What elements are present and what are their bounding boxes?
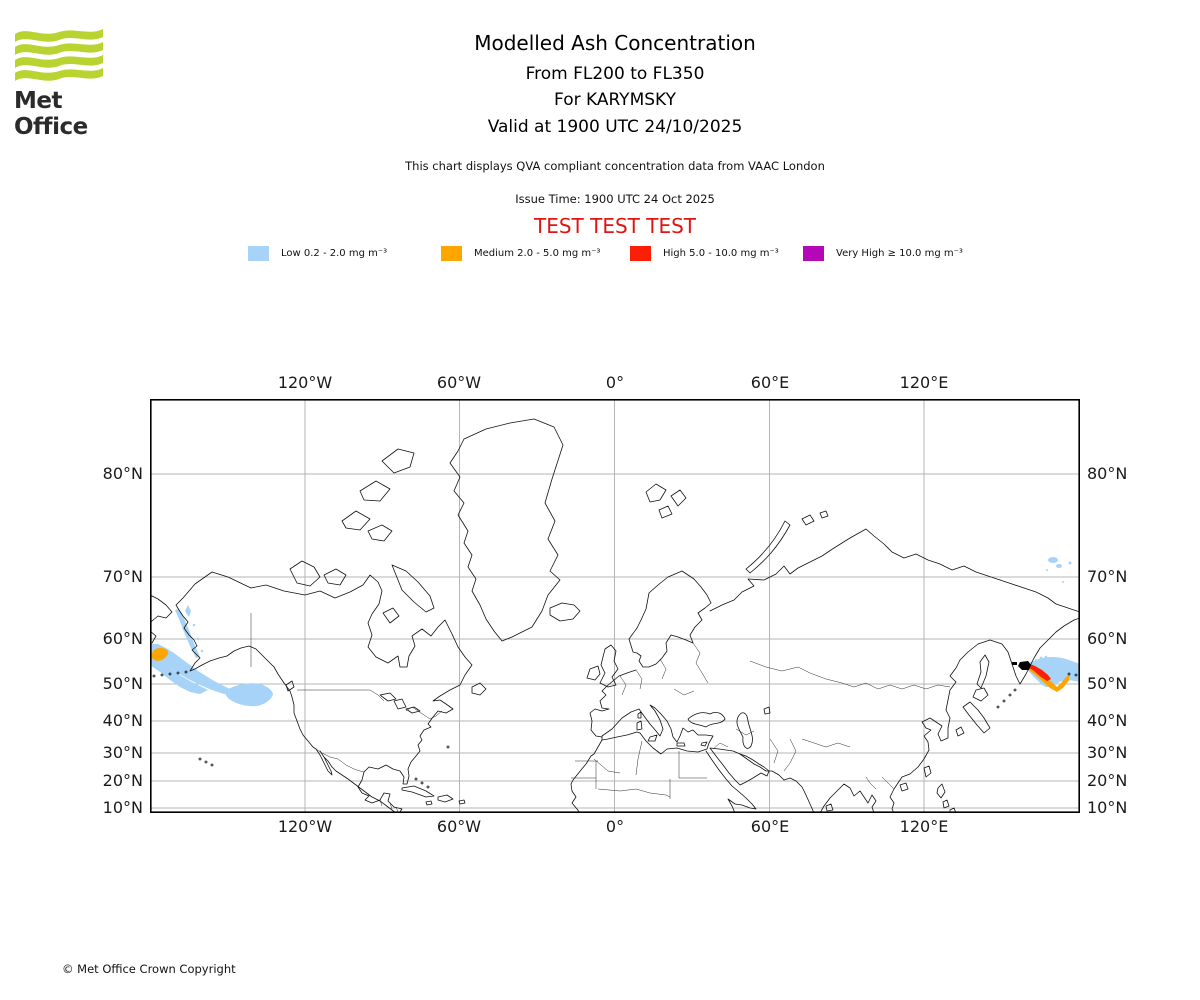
legend-swatch-medium — [441, 246, 462, 261]
ash-low-alaska-fleck — [185, 605, 191, 617]
lat-label-right-50n: 50°N — [1087, 674, 1128, 693]
issue-time: Issue Time: 1900 UTC 24 Oct 2025 — [515, 192, 715, 206]
lat-label-right-20n: 20°N — [1087, 771, 1128, 790]
met-office-logo-waves — [15, 26, 103, 84]
lat-label-left-70n: 70°N — [102, 567, 143, 586]
legend-item-very-high — [803, 245, 963, 262]
lon-label-top-60w: 60°W — [436, 373, 482, 392]
volcano-source-marker — [1012, 661, 1031, 670]
lat-label-left-80n: 80°N — [102, 464, 143, 483]
ash-low-speck-70n — [1048, 557, 1058, 563]
lon-label-bottom-60w: 60°W — [436, 817, 482, 836]
legend-swatch-high — [630, 246, 651, 261]
legend-swatch-low — [248, 246, 269, 261]
chart-description: This chart displays QVA compliant concentration data from VAAC London — [405, 159, 825, 173]
ash-region-medium — [151, 648, 1070, 692]
lon-label-bottom-120e: 120°E — [899, 817, 949, 836]
legend-item-medium — [441, 245, 600, 262]
legend-swatch-very-high — [803, 246, 824, 261]
copyright-notice: © Met Office Crown Copyright — [62, 962, 236, 976]
met-office-logo-text: Met Office — [14, 88, 88, 140]
lat-label-left-30n: 30°N — [102, 743, 143, 762]
lat-label-right-30n: 30°N — [1087, 743, 1128, 762]
legend-label-medium: Medium 2.0 - 5.0 mg m⁻³ — [474, 248, 601, 259]
lat-label-left-40n: 40°N — [102, 711, 143, 730]
met-office-logo — [14, 26, 105, 140]
lat-label-right-40n: 40°N — [1087, 711, 1128, 730]
lat-label-right-60n: 60°N — [1087, 629, 1128, 648]
lat-label-left-20n: 20°N — [102, 771, 143, 790]
legend-item-low — [248, 245, 387, 262]
lat-label-left-50n: 50°N — [102, 674, 143, 693]
legend-label-very-high: Very High ≥ 10.0 mg m⁻³ — [836, 248, 963, 259]
lon-label-top-0: 0° — [605, 373, 625, 392]
lat-label-left-10n: 10°N — [102, 798, 143, 817]
ash-low-alaska-lens — [225, 683, 273, 706]
chart-subtitle-volcano: For KARYMSKY — [554, 90, 676, 110]
lat-label-left-60n: 60°N — [102, 629, 143, 648]
lat-label-right-80n: 80°N — [1087, 464, 1128, 483]
test-banner: TEST TEST TEST — [533, 214, 696, 238]
chart-subtitle-flight-levels: From FL200 to FL350 — [525, 64, 705, 84]
map-panel — [150, 399, 1080, 813]
chart-title: Modelled Ash Concentration — [474, 31, 756, 55]
lon-label-bottom-60e: 60°E — [750, 817, 790, 836]
lon-label-bottom-0: 0° — [605, 817, 625, 836]
lon-label-top-120w: 120°W — [277, 373, 333, 392]
chart-subtitle-valid-time: Valid at 1900 UTC 24/10/2025 — [487, 117, 743, 137]
legend-item-high — [630, 245, 779, 262]
lon-label-top-60e: 60°E — [750, 373, 790, 392]
lat-label-right-70n: 70°N — [1087, 567, 1128, 586]
legend-label-low: Low 0.2 - 2.0 mg m⁻³ — [281, 248, 388, 259]
country-borders — [251, 613, 950, 812]
gridlines — [150, 399, 1080, 813]
lon-label-top-120e: 120°E — [899, 373, 949, 392]
world-map — [150, 399, 1080, 813]
legend-label-high: High 5.0 - 10.0 mg m⁻³ — [663, 248, 779, 259]
lat-label-right-10n: 10°N — [1087, 798, 1128, 817]
lon-label-bottom-120w: 120°W — [277, 817, 333, 836]
